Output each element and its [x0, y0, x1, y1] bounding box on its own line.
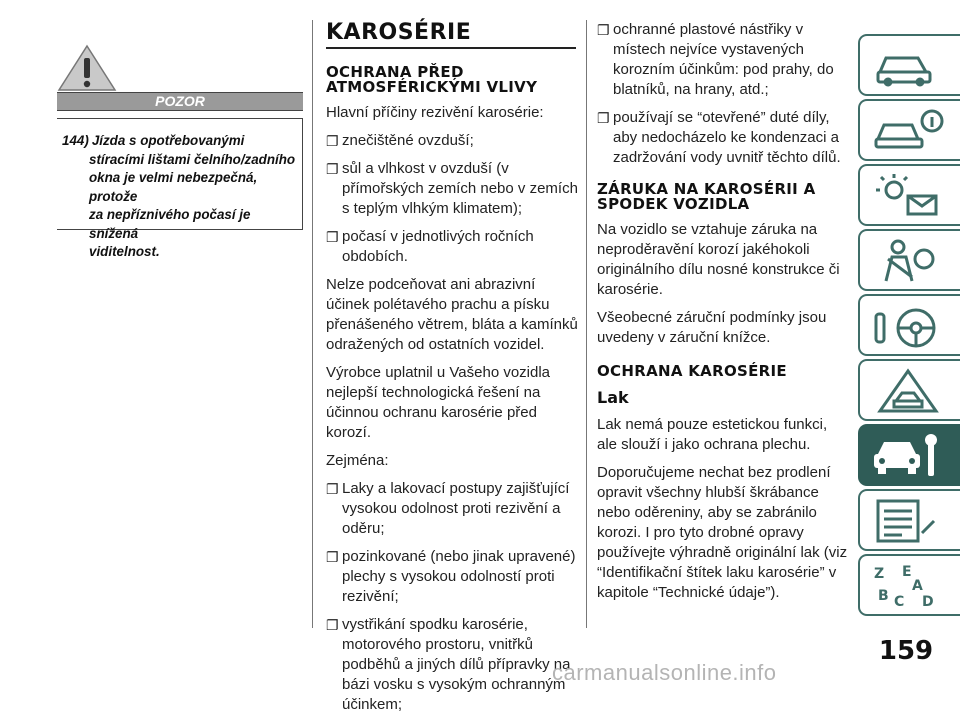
- svg-text:E: E: [902, 564, 912, 580]
- paragraph: Lak nemá pouze estetickou funkci, ale slouží i jako ochrana plechu.: [597, 416, 828, 453]
- paragraph: Doporučujeme nechat bez prodlení opravit všechny hlubší škrábance nebo oděreniny, aby se zabránilo korozi. I pro tyto drobné opravy používejte výhradně originální lak (viz “Identifikační štítek laku karosérie” v kapitole “Technické údaje”).: [597, 464, 848, 601]
- heading-line: ZÁRUKA NA KAROSÉRII A: [597, 180, 816, 198]
- watermark: carmanualsonline.info: [552, 660, 777, 685]
- tab-technical-data[interactable]: [858, 489, 960, 551]
- heading-line: SPODEK VOZIDLA: [597, 195, 750, 213]
- middle-column: [326, 20, 578, 723]
- section-heading: KAROSÉRIE: [326, 20, 576, 49]
- alphabetical-index-icon: [872, 562, 944, 610]
- svg-text:D: D: [922, 594, 934, 610]
- warning-note-line: stíracími lištami čelního/zadního: [89, 151, 296, 167]
- car-info-icon: [872, 107, 944, 155]
- warning-triangle-icon: [872, 367, 944, 415]
- tab-lights-messages[interactable]: [858, 164, 960, 226]
- subsection-heading: [326, 65, 578, 95]
- column-divider: [586, 20, 587, 628]
- warning-note: [62, 132, 302, 262]
- column-divider: [312, 20, 313, 628]
- list-item-text: ochranné plastové nástřiky v místech nejvíce vystavených korozním účinkům: pod prahy, do blatníků, na hrany, atd.;: [613, 21, 834, 98]
- technical-data-icon: [872, 497, 944, 545]
- paragraph: Výrobce uplatnil u Vašeho vozidla nejlepší technologická řešení na účinnou ochranu karosérie před korozí.: [326, 364, 551, 441]
- list-item: [326, 159, 578, 219]
- paragraph: Nelze podceňovat ani abrazivní účinek polétavého prachu a písku přenášeného větrem, bláta a kamínků odražených od ostatních vozidel.: [326, 276, 578, 353]
- list-item: [597, 20, 849, 100]
- right-column: [597, 20, 849, 611]
- list-item-text: používají se “otevřené” duté díly, aby nedocházelo ke kondenzaci a zadržování vody uvnitř těchto dílů.: [613, 109, 841, 166]
- tab-car-info[interactable]: [858, 99, 960, 161]
- list-item: [326, 547, 578, 607]
- list-item: [326, 479, 578, 539]
- checkbox-bullet-icon: ❐: [326, 161, 339, 177]
- paragraph: Na vozidlo se vztahuje záruka na neproděravění korozí jakéhokoli originálního dílu nosné konstrukce či karosérie.: [597, 221, 840, 298]
- tab-dashboard[interactable]: [858, 34, 960, 96]
- list-item: [326, 131, 578, 151]
- checkbox-bullet-icon: ❐: [326, 229, 339, 245]
- checkbox-bullet-icon: ❐: [326, 481, 339, 497]
- svg-text:A: A: [912, 578, 923, 594]
- checkbox-bullet-icon: ❐: [597, 110, 610, 126]
- list-item-text: znečištěné ovzduší;: [342, 132, 474, 149]
- svg-text:Z: Z: [874, 566, 885, 582]
- paragraph: Všeobecné záruční podmínky jsou uvedeny v záruční knížce.: [597, 309, 827, 346]
- warning-title: POZOR: [57, 92, 303, 111]
- list-item-text: sůl a vlhkost v ovzduší (v přímořských zemích nebo v zemích s teplým vlhkým klimatem);: [342, 160, 578, 217]
- tab-starting-driving[interactable]: [858, 294, 960, 356]
- svg-text:B: B: [878, 588, 889, 604]
- checkbox-bullet-icon: ❐: [326, 617, 339, 633]
- car-maintenance-icon: [872, 432, 944, 480]
- warning-note-line: Jízda s opotřebovanými: [91, 133, 245, 148]
- list-item-text: počasí v jednotlivých ročních obdobích.: [342, 228, 534, 265]
- tab-maintenance[interactable]: [858, 424, 960, 486]
- heading-line: ATMOSFÉRICKÝMI VLIVY: [326, 78, 538, 96]
- warning-triangle-icon: [57, 44, 117, 92]
- tab-safety[interactable]: [858, 229, 960, 291]
- car-dashboard-icon: [872, 42, 944, 90]
- list-item: [597, 108, 849, 168]
- list-item-text: Laky a lakovací postupy zajišťující vysokou odolnost proti rezivění a oděru;: [342, 480, 570, 537]
- list-item: [326, 615, 578, 715]
- checkbox-bullet-icon: ❐: [326, 133, 339, 149]
- steering-wheel-icon: [872, 302, 944, 350]
- svg-text:C: C: [894, 594, 905, 610]
- page-number: 159: [878, 636, 934, 666]
- warning-note-line: za nepříznivého počasí je snížená: [89, 207, 251, 241]
- warning-note-number: 144): [62, 133, 89, 148]
- warning-note-line: viditelnost.: [89, 244, 160, 259]
- tab-emergency[interactable]: [858, 359, 960, 421]
- subsection-heading: OCHRANA KAROSÉRIE: [597, 362, 787, 380]
- light-mail-icon: [872, 172, 944, 220]
- list-item-text: pozinkované (nebo jinak upravené) plechy s vysokou odolností proti rezivění;: [342, 548, 576, 605]
- checkbox-bullet-icon: ❐: [326, 549, 339, 565]
- checkbox-bullet-icon: ❐: [597, 22, 610, 38]
- paragraph: Zejména:: [326, 452, 389, 469]
- list-item: [326, 227, 578, 267]
- airbag-seatbelt-icon: [872, 237, 944, 285]
- topic-heading: Lak: [597, 388, 629, 407]
- paragraph: Hlavní příčiny rezivění karosérie:: [326, 104, 544, 121]
- warning-note-line: okna je velmi nebezpečná, protože: [89, 170, 258, 204]
- tab-index[interactable]: [858, 554, 960, 616]
- subsection-heading: [597, 182, 849, 212]
- heading-line: OCHRANA PŘED: [326, 63, 464, 81]
- list-item-text: vystřikání spodku karosérie, motorového prostoru, vnitřků podběhů a jiných dílů přípravky na bázi vosku s vysokým ochranným účinkem;: [342, 616, 571, 713]
